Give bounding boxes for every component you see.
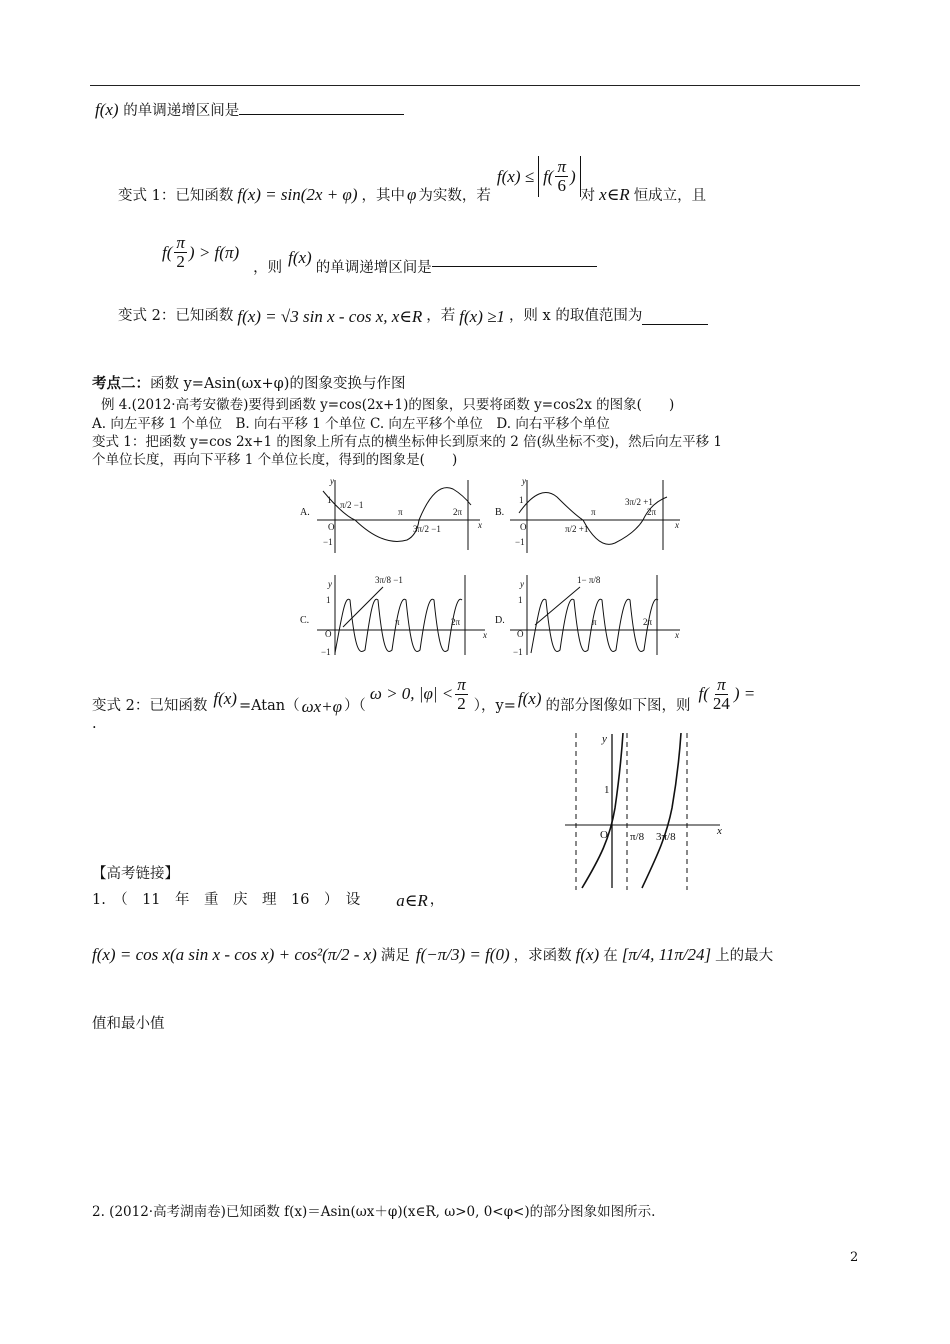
cond-close: ) (570, 166, 576, 186)
graph-b-twopi: 2π (647, 507, 657, 517)
tan-y-label: y (602, 733, 607, 745)
variant2b-cond-frac (455, 676, 468, 713)
graph-a-one: 1 (327, 495, 332, 505)
q1-line2 (92, 944, 773, 965)
variant1-condition (497, 156, 581, 197)
variant2b-label: 变式 2：已知函数 (92, 697, 208, 714)
q1-satisfy: 满足 (380, 948, 410, 964)
cond-den: 6 (557, 176, 566, 195)
graph-d-o: O (517, 629, 524, 639)
variant1-fx: f(x) (288, 247, 312, 267)
variant2b-cond-num: π (457, 675, 466, 694)
q1-ar: a∈R (396, 891, 428, 910)
tan-graph (560, 728, 735, 893)
tan-branch-1 (582, 733, 623, 888)
variant2b-cond: ω > 0, |φ| < (369, 684, 454, 704)
q1-tail: 上的最大 (715, 948, 774, 964)
ineq-f: f( (162, 242, 173, 262)
graph-b-lab3: 3π/2 +1 (625, 497, 653, 507)
line-1 (95, 99, 404, 120)
tan-origin: O (600, 829, 608, 841)
variant1-for: 对 (580, 188, 596, 204)
graph-c-o: O (325, 629, 332, 639)
graph-b-x: x (675, 520, 679, 530)
graph-a-neg1: −1 (323, 537, 333, 547)
ineq-num: π (176, 233, 185, 253)
graph-c-arrow (343, 587, 383, 627)
q1-intro: 1. （ 11 年 重 庆 理 16 ） 设 (92, 892, 361, 908)
graph-a-x: x (478, 520, 482, 530)
graph-c-twopi: 2π (451, 617, 461, 627)
variant2b-mid: =Atan（ (238, 697, 300, 714)
graph-b-o: O (520, 522, 527, 532)
graph-a-o: O (328, 522, 335, 532)
variant1-xr: x∈R (599, 184, 630, 204)
graph-d-twopi: 2π (643, 617, 653, 627)
cond-f: f( (543, 166, 554, 186)
graph-a-y: y (330, 476, 334, 486)
variant2b-condition (370, 676, 470, 713)
example4-line4: 个单位长度，再向下平移 1 个单位长度，得到的图象是( ) (92, 452, 458, 468)
variant2b-fx2: f(x) (517, 688, 542, 708)
variant2b-close: ）（ (344, 697, 366, 714)
variant2b-answer (698, 676, 755, 713)
variant2-if: ，若 (426, 308, 456, 324)
graph-b-y: y (522, 476, 526, 486)
ineq-rest: ) > f(π) (188, 242, 240, 262)
variant1-label: 变式 1：已知函数 (118, 188, 234, 204)
tan-pi8: π/8 (630, 831, 645, 843)
abs-bars (538, 156, 581, 197)
variant2b-ans-f: f( (698, 684, 709, 704)
variant2b-tail: 的部分图像如下图，则 (545, 697, 691, 714)
example4-line1: 例 4.(2012·高考安徽卷)要得到函数 y=cos(2x+1)的图象，只要将函数 y=cos2x 的图象( ) (101, 397, 675, 413)
q1-line1 (92, 888, 444, 911)
variant2b-ans-num: π (717, 675, 726, 694)
q1-in: 在 (603, 948, 618, 964)
variant2b-ans-den: 24 (712, 693, 730, 713)
graph-b-pi: π (591, 507, 596, 517)
variant2-label: 变式 2：已知函数 (118, 308, 234, 324)
graph-d-neg1: −1 (513, 647, 523, 657)
graph-a-lab1: π/2 −1 (340, 500, 364, 510)
answer-blank-1[interactable] (239, 114, 404, 115)
graph-d-x: x (675, 630, 679, 640)
graph-b-letter: B. (495, 507, 505, 518)
variant1-mid2: 为实数，若 (418, 188, 491, 204)
graph-a-pi: π (398, 507, 403, 517)
graph-d-arrow-label: 1− π/8 (577, 575, 601, 585)
tan-one: 1 (604, 784, 610, 796)
graph-d-letter: D. (495, 615, 505, 626)
graph-b-one: 1 (519, 495, 524, 505)
variant2b-cond-den: 2 (457, 693, 466, 713)
variant2b-fx: f(x) (213, 688, 237, 708)
page-number: 2 (850, 1250, 859, 1265)
gaokao-heading: 【高考链接】 (92, 866, 179, 882)
cond-num: π (557, 157, 566, 177)
graph-c-arrow-label: 3π/8 −1 (375, 575, 403, 585)
graph-d-pi: π (592, 617, 597, 627)
ineq-den: 2 (176, 252, 185, 271)
keypoint2-text: 函数 y=Asin(ωx+φ)的图象变换与作图 (150, 376, 406, 392)
variant2b-arg: ωx+φ (301, 696, 343, 716)
variant1-then: ，则 (253, 260, 283, 276)
cond-fraction (555, 158, 568, 195)
graph-c-x: x (483, 630, 487, 640)
fx-expr: f(x) (95, 100, 119, 119)
line1-text: 的单调递增区间是 (123, 103, 240, 119)
graph-b-lab1: π/2 +1 (565, 524, 589, 534)
graph-c-letter: C. (300, 615, 310, 626)
variant1-func: f(x) = sin(2x + φ) (237, 184, 358, 204)
variant2b-line (92, 676, 755, 717)
variant2-func: f(x) = √3 sin x - cos x, x∈R (237, 307, 423, 326)
variant2b-close2: ），y= (473, 697, 516, 714)
variant2b-ans-close: ) = (733, 684, 756, 704)
example4-line2: A. 向左平移 1 个单位 B. 向右平移 1 个单位 C. 向左平移个单位 D. 向右平移个单位 (92, 416, 610, 432)
tan-x-label: x (717, 825, 722, 837)
keypoint2 (92, 372, 405, 393)
graph-c-one: 1 (326, 595, 331, 605)
graph-d-one: 1 (518, 595, 523, 605)
q1-ask: ，求函数 (513, 948, 572, 964)
q1-line3: 值和最小值 (92, 1016, 165, 1032)
graph-a-lab3: 3π/2 −1 (413, 524, 441, 534)
tan-branch-2 (642, 733, 681, 888)
graph-a-curve (323, 488, 471, 542)
graph-d-arrow (535, 587, 580, 625)
variant2b-ans-frac (711, 676, 732, 713)
keypoint2-head: 考点二： (92, 375, 150, 392)
tan-3pi8: 3π/8 (656, 831, 676, 843)
q1-cond: f(−π/3) = f(0) (415, 945, 510, 964)
q1-interval: [π/4, 11π/24] (621, 945, 712, 964)
graph-a-twopi: 2π (453, 507, 463, 517)
variant2b-dot: . (92, 716, 97, 732)
variant2-tail: ，则 x 的取值范围为 (508, 308, 643, 324)
q1-fx: f(x) (575, 945, 600, 964)
graph-c-pi: π (395, 617, 400, 627)
graph-d-y: y (520, 579, 524, 589)
cond-lhs: f(x) ≤ (496, 166, 535, 186)
q1-expr: f(x) = cos x(a sin x - cos x) + cos²(π/2 - x) (92, 945, 377, 964)
variant2-line (118, 304, 708, 327)
answer-blank-2[interactable] (432, 266, 597, 267)
graph-c-neg1: −1 (321, 647, 331, 657)
variant1-tail: 恒成立，且 (633, 188, 707, 204)
option-graphs (295, 475, 690, 660)
ineq-fraction (174, 234, 187, 271)
graph-a-letter: A. (300, 507, 310, 518)
answer-blank-3[interactable] (642, 324, 708, 325)
variant1-mid: ，其中 (361, 188, 405, 204)
variant1-line2 (162, 228, 597, 277)
variant1-phi: φ (407, 184, 417, 204)
variant1-then2: 的单调递增区间是 (315, 260, 432, 276)
graph-c-y: y (328, 579, 332, 589)
variant1-line (118, 148, 706, 205)
q2-line: 2. (2012·高考湖南卷)已知函数 f(x)＝Asin(ωx＋φ)(x∈R, ω>0, 0<φ<)的部分图象如图所示. (92, 1204, 656, 1220)
header-rule (90, 85, 860, 86)
graph-b-neg1: −1 (515, 537, 525, 547)
q1-comma: ， (429, 892, 445, 908)
example4-line3: 变式 1：把函数 y=cos 2x+1 的图象上所有点的横坐标伸长到原来的 2 倍(纵坐标不变)，然后向左平移 1 (92, 434, 722, 450)
variant2-cond: f(x) ≥1 (459, 307, 505, 326)
